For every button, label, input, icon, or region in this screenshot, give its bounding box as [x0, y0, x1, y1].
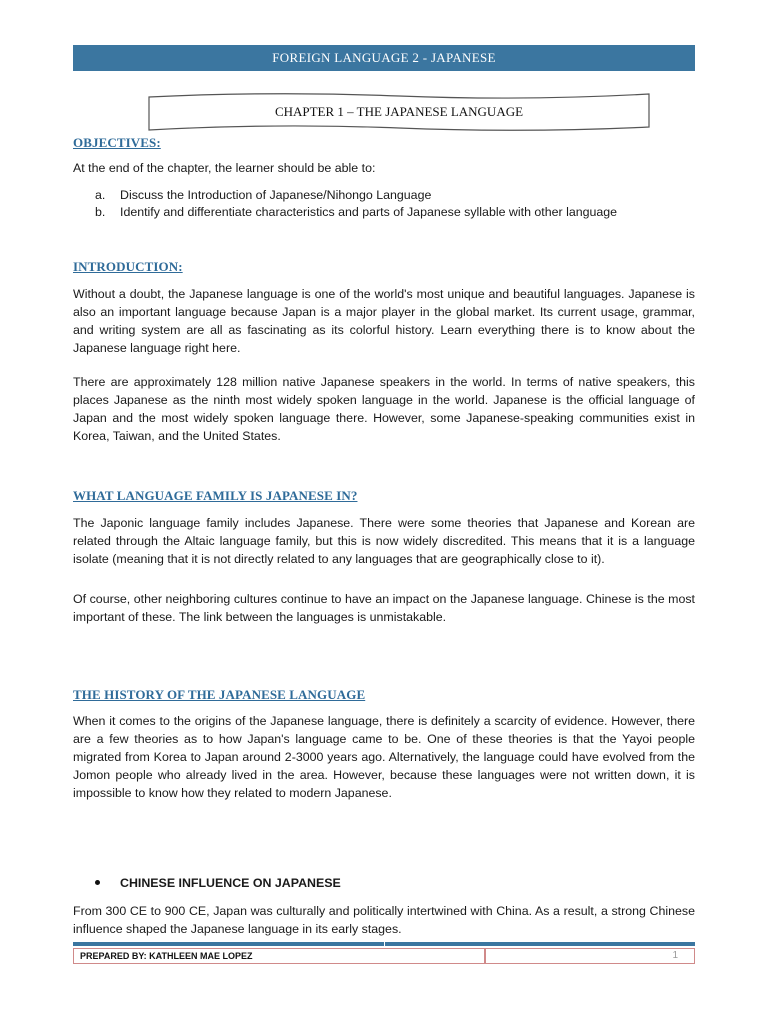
introduction-paragraph-2: There are approximately 128 million native Japanese speakers in the world. In terms of native speakers, this places Japanese as the ninth most widely spoken language in the world. Japanese is the official language of Japan and the most widely spoken language there. However, some Japanese-speaking communities exist in Korea, Taiwan, and the United States.	[73, 375, 695, 443]
chinese-influence-paragraph: From 300 CE to 900 CE, Japan was culturally and politically intertwined with China. As a result, a strong Chinese influence shaped the Japanese language in its early stages.	[73, 904, 695, 936]
chapter-title: CHAPTER 1 – THE JAPANESE LANGUAGE	[274, 104, 524, 119]
objective-marker: b.	[95, 204, 106, 219]
objective-text: Discuss the Introduction of Japanese/Nihongo Language	[120, 188, 432, 202]
document-header-bar	[73, 45, 695, 71]
page-footer	[73, 942, 695, 964]
chapter-title-box	[147, 91, 651, 133]
chinese-influence-title: CHINESE INFLUENCE ON JAPANESE	[120, 876, 341, 890]
document-header-title: FOREIGN LANGUAGE 2 - JAPANESE	[272, 50, 496, 65]
objective-item	[95, 204, 715, 221]
objectives-lead: At the end of the chapter, the learner should be able to:	[73, 161, 376, 175]
objectives-list	[95, 187, 715, 220]
objective-marker: a.	[95, 188, 106, 202]
footer-page-number: 1	[485, 948, 695, 964]
introduction-heading: INTRODUCTION:	[73, 259, 183, 274]
objective-item	[95, 187, 715, 204]
history-heading: THE HISTORY OF THE JAPANESE LANGUAGE	[73, 687, 366, 702]
history-paragraph: When it comes to the origins of the Japanese language, there is definitely a scarcity of evidence. However, there are a few theories as to how Japan's language came to be. One of these theories is that the Yayoi people migrated from Korea to Japan around 2-3000 years ago. Alternatively, the language could have evolved from the Jomon people who already lived in the area. However, because these languages were not written down, it is impossible to know how they related to modern Japanese.	[73, 714, 695, 800]
footer-prepared-by: PREPARED BY: KATHLEEN MAE LOPEZ	[73, 948, 485, 964]
objective-text: Identify and differentiate characteristics and parts of Japanese syllable with other language	[120, 204, 618, 219]
introduction-paragraph-1: Without a doubt, the Japanese language is one of the world's most unique and beautiful languages. Japanese is also an important language because Japan is a major player in the global market. Its current usage, grammar, and writing system are all as fascinating as its colorful history. Learn everything there is to know about the Japanese language right here.	[73, 287, 695, 355]
objectives-heading: OBJECTIVES:	[73, 135, 161, 150]
language-family-paragraph-1: The Japonic language family includes Japanese. There were some theories that Japanese and Korean are related through the Altaic language family, but this is now widely discredited. This means that it is a language isolate (meaning that it is not directly related to any languages that are geographically close to it).	[73, 516, 695, 566]
chinese-influence-heading	[95, 876, 341, 890]
language-family-paragraph-2: Of course, other neighboring cultures continue to have an impact on the Japanese language. Chinese is the most important of these. The link between the languages is unmistakable.	[73, 592, 695, 624]
bullet-icon	[95, 880, 100, 885]
language-family-heading: WHAT LANGUAGE FAMILY IS JAPANESE IN?	[73, 488, 358, 503]
